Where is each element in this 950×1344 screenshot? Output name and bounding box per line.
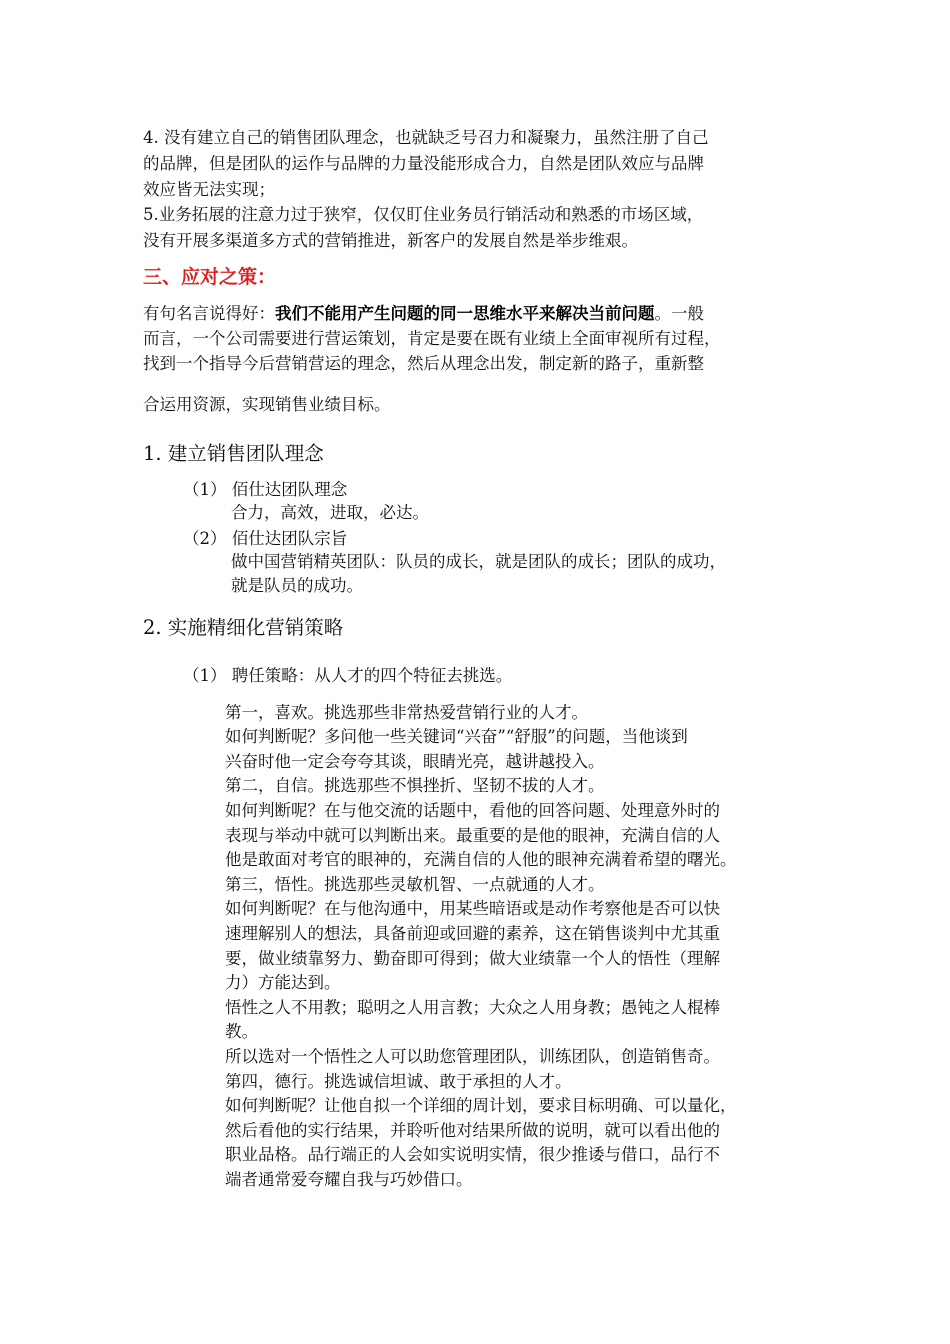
quote-suffix: 。一般 <box>654 304 704 323</box>
team-item-2-label: （2） 佰仕达团队宗旨 <box>183 529 348 548</box>
para-line-1: 而言，一个公司需要进行营运策划，肯定是要在既有业绩上全面审视所有过程， <box>143 329 721 348</box>
heading-team-concept: 1. 建立销售团队理念 <box>143 442 324 465</box>
hiring-line: 他是敢面对考官的眼神的，充满自信的人他的眼神充满着希望的曙光。 <box>225 850 737 869</box>
hiring-line: 速理解别人的想法，具备前迎或回避的素养，这在销售谈判中尤其重 <box>225 924 720 943</box>
hiring-line: 第四，德行。挑选诚信坦诚、敢于承担的人才。 <box>225 1072 572 1091</box>
para-line-3: 合运用资源，实现销售业绩目标。 <box>143 395 391 414</box>
section-title: 三、应对之策： <box>143 266 277 288</box>
hiring-line: 如何判断呢？让他自拟一个详细的周计划，要求目标明确、可以量化， <box>225 1096 737 1115</box>
quote-bold: 我们不能用产生问题的同一思维水平来解决当前问题 <box>275 304 655 323</box>
team-item-1-label: （1） 佰仕达团队理念 <box>183 480 348 499</box>
hiring-line: 教。 <box>225 1022 258 1041</box>
hiring-line: 如何判断呢？在与他沟通中，用某些暗语或是动作考察他是否可以快 <box>225 899 720 918</box>
hiring-line: 表现与举动中就可以判断出来。最重要的是他的眼神，充满自信的人 <box>225 826 720 845</box>
hiring-line: 第三，悟性。挑选那些灵敏机智、一点就通的人才。 <box>225 875 605 894</box>
hiring-line: 如何判断呢？多问他一些关键词“兴奋”“舒服”的问题，当他谈到 <box>225 727 688 746</box>
point-4-line-1: 4. 没有建立自己的销售团队理念，也就缺乏号召力和凝聚力，虽然注册了自己 <box>143 128 709 147</box>
hiring-line: 端者通常爱夸耀自我与巧妙借口。 <box>225 1170 473 1189</box>
heading-marketing-strategy: 2. 实施精细化营销策略 <box>143 616 344 639</box>
point-5-line-1: 5.业务拓展的注意力过于狭窄，仅仅盯住业务员行销活动和熟悉的市场区域， <box>143 205 704 224</box>
hiring-line: 要，做业绩靠努力、勤奋即可得到；做大业绩靠一个人的悟性（理解 <box>225 949 720 968</box>
hiring-line: 所以选对一个悟性之人可以助您管理团队，训练团队，创造销售奇。 <box>225 1047 720 1066</box>
point-5-line-2: 没有开展多渠道多方式的营销推进，新客户的发展自然是举步维艰。 <box>143 231 638 250</box>
hiring-line: 兴奋时他一定会夸夸其谈，眼睛光亮，越讲越投入。 <box>225 752 605 771</box>
hiring-line: 力）方能达到。 <box>225 973 341 992</box>
hiring-line: 第一，喜欢。挑选那些非常热爱营销行业的人才。 <box>225 703 588 722</box>
hiring-label: （1） 聘任策略：从人才的四个特征去挑选。 <box>183 666 513 685</box>
quote-line <box>143 302 704 326</box>
hiring-line: 悟性之人不用教；聪明之人用言教；大众之人用身教；愚钝之人棍棒 <box>225 998 720 1017</box>
hiring-line: 第二，自信。挑选那些不惧挫折、坚韧不拔的人才。 <box>225 776 605 795</box>
hiring-line: 如何判断呢？在与他交流的话题中，看他的回答问题、处理意外时的 <box>225 801 720 820</box>
para-line-2: 找到一个指导今后营销营运的理念，然后从理念出发，制定新的路子，重新整 <box>143 354 704 373</box>
quote-prefix: 有句名言说得好： <box>143 304 275 323</box>
team-item-2-line-1: 做中国营销精英团队：队员的成长，就是团队的成长；团队的成功， <box>231 552 726 571</box>
hiring-line: 职业品格。品行端正的人会如实说明实情，很少推诿与借口，品行不 <box>225 1145 720 1164</box>
team-item-1-text: 合力，高效，进取，必达。 <box>231 503 429 522</box>
point-4-line-3: 效应皆无法实现； <box>143 180 275 199</box>
team-item-2-line-2: 就是队员的成功。 <box>231 576 363 595</box>
point-4-line-2: 的品牌，但是团队的运作与品牌的力量没能形成合力，自然是团队效应与品牌 <box>143 154 704 173</box>
hiring-line: 然后看他的实行结果，并聆听他对结果所做的说明，就可以看出他的 <box>225 1121 720 1140</box>
